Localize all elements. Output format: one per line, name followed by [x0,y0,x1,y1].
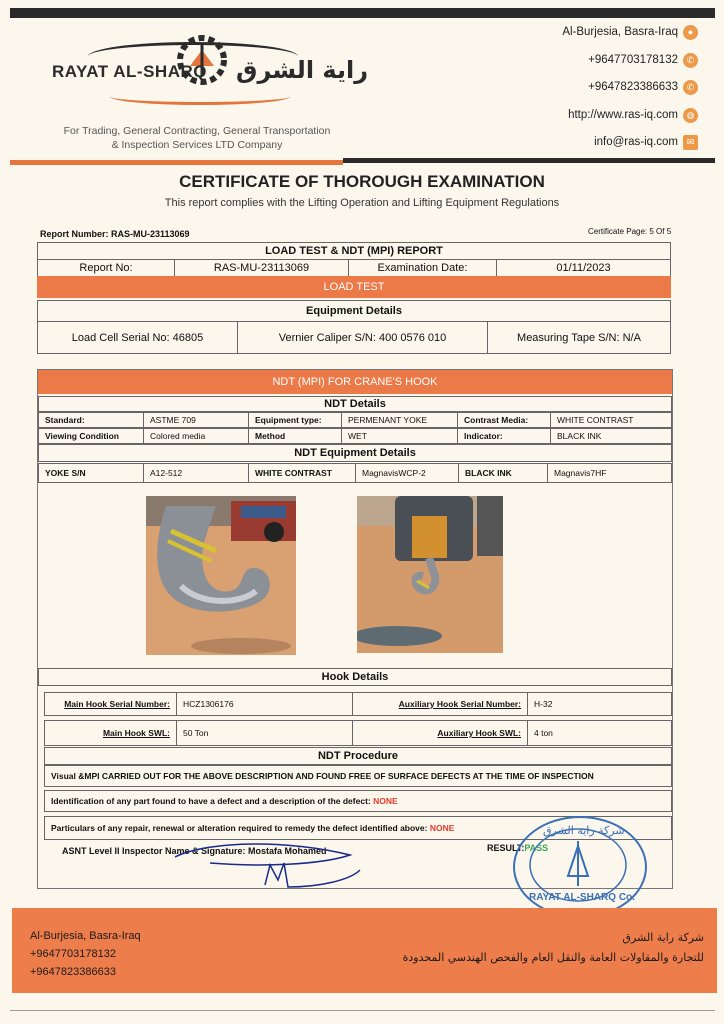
company-tagline [52,124,342,152]
footer-phone-1: +9647703178132 [30,948,116,960]
vernier-caliper-serial: Vernier Caliper S/N: 400 0576 010 [237,321,488,354]
yoke-value: A12-512 [143,463,249,483]
phone-icon: ✆ [683,53,698,68]
load-cell-serial: Load Cell Serial No: 46805 [37,321,238,354]
load-test-header: LOAD TEST & NDT (MPI) REPORT [37,242,671,260]
contrast-media-value: WHITE CONTRAST [550,412,672,428]
aux-hook-serial-value: H-32 [527,692,672,716]
footer-contact [30,927,141,981]
method-value: WET [341,428,458,444]
black-ink-value: Magnavis7HF [547,463,672,483]
ndt-procedure-label: NDT Procedure [44,747,672,765]
footer-company-ar: شركة راية الشرق [622,931,704,944]
hook-photo-auxiliary [357,496,503,653]
footer-desc-ar: للتجارة والمقاولات العامة والنقل العام والفحص الهندسي المحدودة [402,951,704,964]
contact-website[interactable]: http://www.ras-iq.com [568,109,678,121]
footer-bottom-line [10,1010,715,1011]
inspector-signature [170,835,370,895]
header-divider-dark [343,158,715,163]
indicator-value: BLACK INK [550,428,672,444]
measuring-tape-serial: Measuring Tape S/N: N/A [487,321,671,354]
inspector-name: ASNT Level II Inspector Name & Signature: Mostafa Mohamed [62,846,327,856]
logo-swoosh-bottom [110,88,290,105]
contact-email[interactable]: info@ras-iq.com [594,136,678,148]
black-ink-label: BLACK INK [458,463,548,483]
ndt-section-header: NDT (MPI) FOR CRANE'S HOOK [38,370,672,394]
main-hook-swl-label: Main Hook SWL: [44,720,177,746]
ndt-equipment-details-label: NDT Equipment Details [38,444,672,462]
footer-address: Al-Burjesia, Basra-Iraq [30,930,141,942]
report-no-label: Report No: [37,259,175,277]
hook-photo-main [146,496,296,655]
viewing-condition-value: Colored media [143,428,249,444]
indicator-label: Indicator: [457,428,551,444]
contrast-media-label: Contrast Media: [457,412,551,428]
report-no-value: RAS-MU-23113069 [174,259,349,277]
white-contrast-value: MagnavisWCP-2 [355,463,459,483]
location-icon: ● [683,25,698,40]
method-label: Method [248,428,342,444]
load-test-table [37,242,671,354]
certificate-page: Certificate Page: 5 Of 5 [588,227,672,236]
main-hook-serial-label: Main Hook Serial Number: [44,692,177,716]
tagline-line-2: & Inspection Services LTD Company [111,139,283,151]
equipment-type-label: Equipment type: [248,412,342,428]
globe-icon: ◍ [683,108,698,123]
defect-label: Identification of any part found to have a defect and a description of the defect: [51,796,371,806]
result-label: RESULT: [487,843,525,853]
main-hook-swl-value: 50 Ton [176,720,353,746]
header-top-bar [10,8,715,18]
tagline-line-1: For Trading, General Contracting, General Transportation [63,125,331,137]
main-hook-serial-value: HCZ1306176 [176,692,353,716]
contact-phone-2: +9647823386633 [588,81,678,93]
standard-label: Standard: [38,412,144,428]
aux-hook-serial-label: Auxiliary Hook Serial Number: [352,692,528,716]
stamp-text-en: RAYAT AL-SHARQ Co. [529,892,635,903]
defect-identification [44,790,672,812]
header-divider-orange [10,160,343,165]
exam-date-label: Examination Date: [348,259,497,277]
logo-text-en: RAYAT AL-SHARQ [52,62,207,81]
white-contrast-label: WHITE CONTRAST [248,463,356,483]
procedure-statement: Visual &MPI CARRIED OUT FOR THE ABOVE DESCRIPTION AND FOUND FREE OF SURFACE DEFECTS AT THE TIME OF INSPECTION [44,765,672,787]
load-test-section: LOAD TEST [37,276,671,298]
standard-value: ASTME 709 [143,412,249,428]
footer-arabic [403,928,704,968]
exam-date-value: 01/11/2023 [496,259,671,277]
certificate-title: CERTIFICATE OF THOROUGH EXAMINATION [179,172,545,191]
phone-icon: ✆ [683,80,698,95]
ndt-details-label: NDT Details [38,396,672,412]
logo-text-ar: راية الشرق [236,56,369,84]
contact-phone-1: +9647703178132 [588,54,678,66]
result-value: PASS [524,843,549,853]
mail-icon: ✉ [683,135,698,150]
defect-value: NONE [373,796,398,806]
aux-hook-swl-value: 4 ton [527,720,672,746]
hook-details-label: Hook Details [38,668,672,686]
repair-value: NONE [429,823,455,833]
viewing-condition-label: Viewing Condition [38,428,144,444]
yoke-label: YOKE S/N [38,463,144,483]
footer-phone-2: +9647823386633 [30,966,116,978]
aux-hook-swl-label: Auxiliary Hook SWL: [352,720,528,746]
stamp-text-ar: شركة راية الشرق [543,824,625,837]
equipment-details-label: Equipment Details [37,300,671,322]
report-number: Report Number: RAS-MU-23113069 [40,229,190,239]
contact-address: Al-Burjesia, Basra-Iraq [562,26,678,38]
repair-label: Particulars of any repair, renewal or alteration required to remedy the defect identified above: [51,823,428,833]
company-stamp [513,816,647,918]
certificate-subtitle: This report complies with the Lifting Operation and Lifting Equipment Regulations [164,197,560,209]
equipment-type-value: PERMENANT YOKE [341,412,458,428]
